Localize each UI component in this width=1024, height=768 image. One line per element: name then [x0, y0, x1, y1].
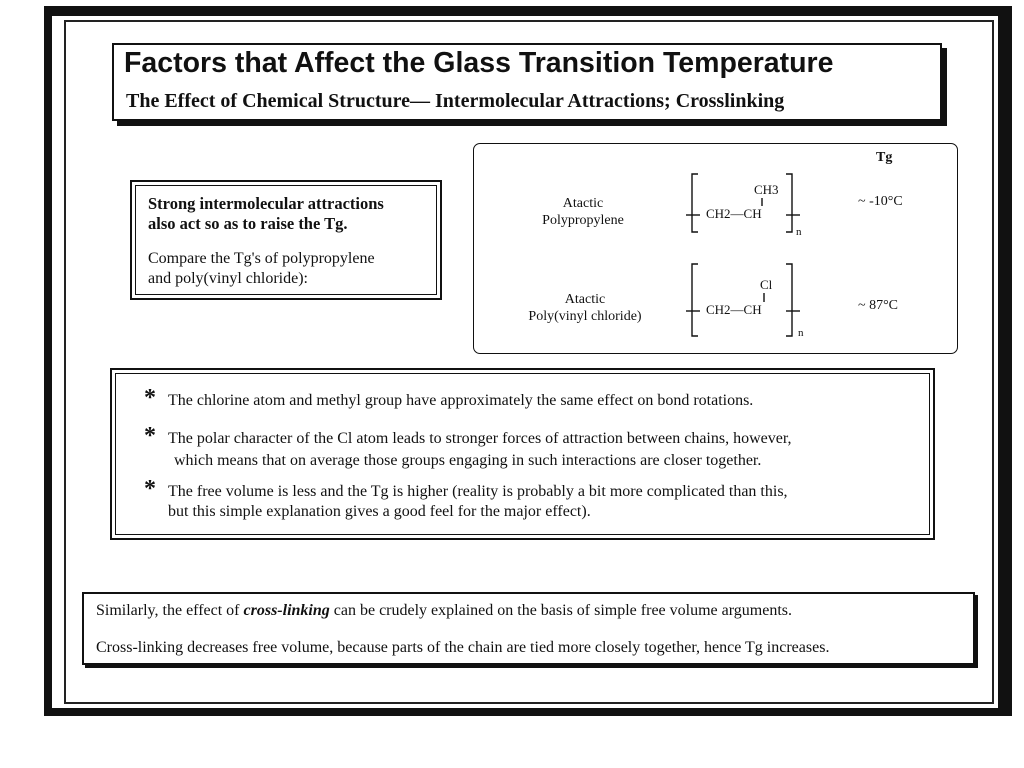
pp-backbone: CH2—CH: [706, 206, 762, 221]
asterisk-bullet: *: [144, 385, 156, 411]
crosslinking-box: [82, 592, 975, 665]
pvc-right-bracket: [786, 264, 792, 336]
attraction-heading: [148, 194, 384, 234]
page-subtitle: The Effect of Chemical Structure— Intermolecular Attractions; Crosslinking: [126, 90, 785, 112]
attraction-line-1: Strong intermolecular attractions: [148, 194, 384, 213]
pvc-left-bracket: [692, 264, 698, 336]
attraction-line-4: and poly(vinyl chloride):: [148, 270, 308, 287]
crosslinking-line-1: [96, 602, 792, 620]
explanation-box: [110, 368, 935, 540]
pvc-repeat-n: n: [798, 327, 804, 339]
attraction-compare: [148, 249, 375, 289]
pp-repeat-n: n: [796, 226, 802, 238]
polymer-structures-box: [473, 143, 958, 354]
attraction-line-3: Compare the Tg's of polypropylene: [148, 250, 375, 267]
crosslinking-line-2: Cross-linking decreases free volume, because parts of the chain are tied more closely together, hence Tg increases.: [96, 639, 830, 656]
pvc-tg-value: ~ 87°C: [858, 298, 899, 313]
asterisk-bullet: *: [144, 476, 156, 502]
pp-right-bracket: [786, 174, 792, 232]
pp-left-bracket: [692, 174, 698, 232]
note-line-1: The chlorine atom and methyl group have approximately the same effect on bond rotations.: [168, 392, 754, 409]
pvc-side-group: Cl: [760, 277, 773, 292]
pp-side-group: CH3: [754, 182, 779, 197]
attraction-box: [130, 180, 442, 300]
note-line-2: which means that on average those groups engaging in such interactions are closer together.: [174, 452, 762, 469]
attraction-line-2: also act so as to raise the Tg.: [148, 214, 348, 233]
note-line-1: The polar character of the Cl atom leads to stronger forces of attraction between chains, however,: [168, 430, 792, 447]
crosslinking-emphasis: cross-linking: [243, 602, 330, 619]
note-line-1: The free volume is less and the Tg is higher (reality is probably a bit more complicated than this,: [168, 483, 788, 500]
page-title: Factors that Affect the Glass Transition Temperature: [124, 47, 834, 79]
note-line-2: but this simple explanation gives a good feel for the major effect).: [168, 503, 591, 520]
tg-column-header: Tg: [876, 150, 893, 165]
crosslinking-prefix: Similarly, the effect of: [96, 602, 244, 619]
pvc-backbone: CH2—CH: [706, 302, 762, 317]
pvc-name-line-2: Poly(vinyl chloride): [528, 309, 642, 324]
pp-name-line-1: Atactic: [562, 196, 604, 211]
title-box: [112, 43, 942, 121]
crosslinking-suffix: can be crudely explained on the basis of simple free volume arguments.: [329, 602, 792, 619]
pvc-name-line-1: Atactic: [564, 292, 606, 307]
pp-name-line-2: Polypropylene: [542, 213, 624, 228]
structure-brackets: [474, 144, 959, 355]
pp-tg-value: ~ -10°C: [858, 194, 903, 209]
asterisk-bullet: *: [144, 423, 156, 449]
